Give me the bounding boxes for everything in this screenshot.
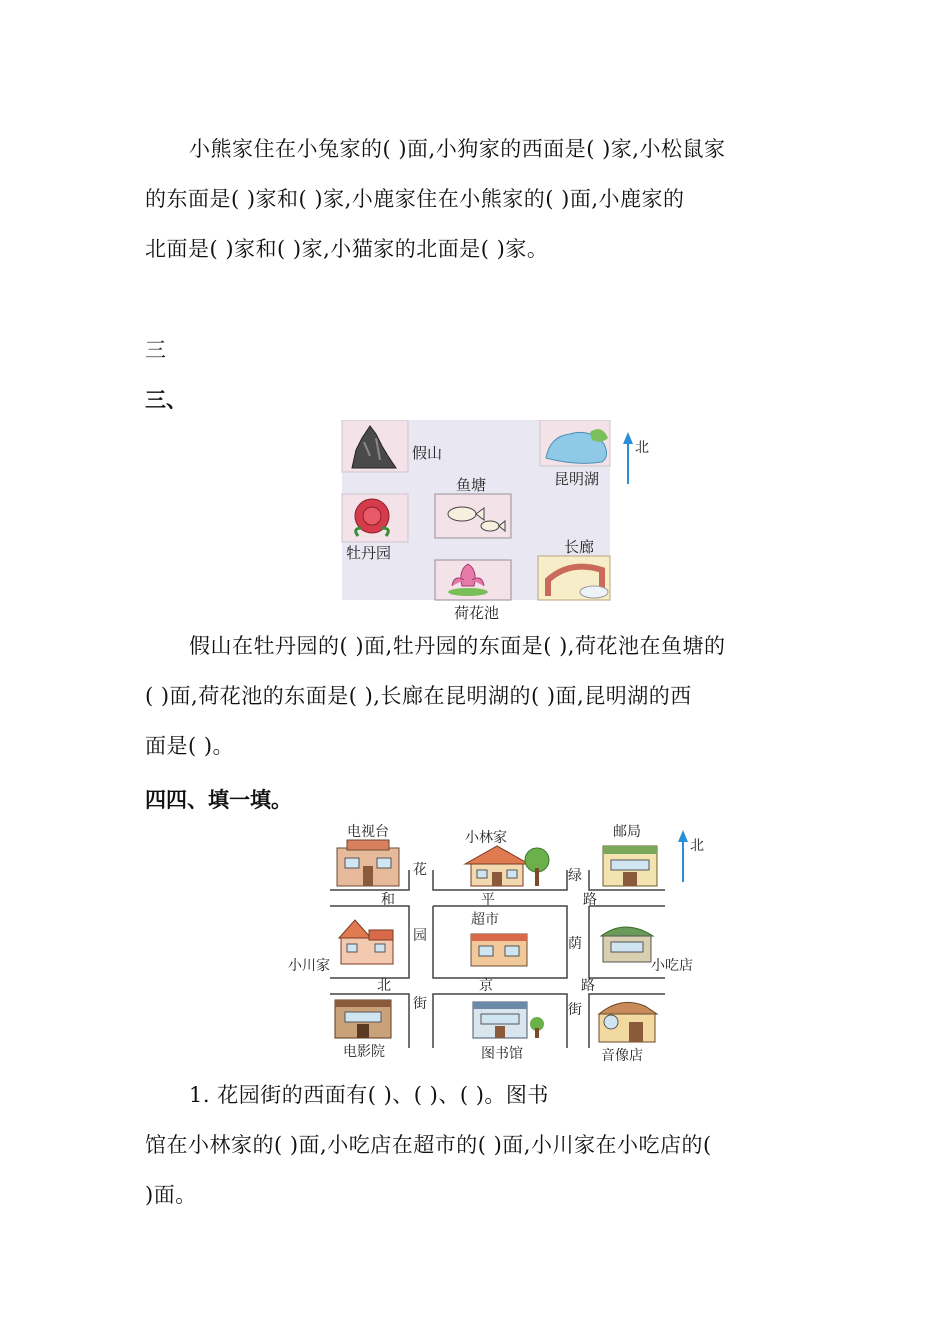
rockery-label: 假山 — [412, 444, 443, 462]
street-char-jing: 京 — [479, 978, 493, 994]
section4-line-2: 馆在小林家的( )面,小吃店在超市的( )面,小川家在小吃店的( — [145, 1133, 712, 1157]
lotus-pond-label: 荷花池 — [454, 604, 500, 622]
street-char-jie: 街 — [413, 996, 427, 1012]
north-label: 北 — [635, 440, 649, 456]
town-map — [285, 818, 715, 1068]
section4-line-1: 1. 花园街的西面有( )、( )、( )。图书 — [189, 1083, 549, 1107]
tv-station-label: 电视台 — [347, 824, 389, 840]
street-char-lu-top: 路 — [583, 892, 597, 908]
long-corridor-label: 长廊 — [564, 538, 595, 556]
north-arrow-icon — [678, 830, 688, 842]
street-char-hua: 花 — [413, 862, 427, 878]
section3-line-2: ( )面,荷花池的东面是( ),长廊在昆明湖的( )面,昆明湖的西 — [145, 684, 692, 708]
music-store-label: 音像店 — [601, 1048, 643, 1064]
section3-line-1: 假山在牡丹园的( )面,牡丹园的东面是( ),荷花池在鱼塘的 — [189, 634, 726, 658]
section2-line-3: 北面是( )家和( )家,小猫家的北面是( )家。 — [145, 237, 549, 261]
supermarket-icon — [471, 934, 527, 966]
supermarket-label: 超市 — [471, 912, 499, 928]
music-store-icon — [599, 1002, 657, 1042]
street-char-he: 和 — [381, 892, 395, 908]
section3-paragraph — [145, 621, 805, 771]
cinema-icon — [335, 1000, 391, 1038]
section2-line-1: 小熊家住在小兔家的( )面,小狗家的西面是( )家,小松鼠家 — [189, 137, 726, 161]
post-office-icon — [603, 846, 657, 886]
xiaolin-home-label: 小林家 — [465, 830, 507, 846]
xiaochuan-home-icon — [339, 920, 393, 964]
fishpond-label: 鱼塘 — [456, 476, 487, 494]
street-char-yuan: 园 — [413, 928, 427, 944]
section4-paragraph — [145, 1070, 805, 1220]
section2-line-2: 的东面是( )家和( )家,小鹿家住在小熊家的( )面,小鹿家的 — [145, 187, 685, 211]
street-char-yin: 荫 — [568, 936, 582, 952]
snack-shop-label: 小吃店 — [651, 958, 693, 974]
section4-line-3: )面。 — [145, 1183, 197, 1207]
xiaochuan-home-label: 小川家 — [288, 958, 330, 974]
street-char-lv: 绿 — [568, 868, 582, 884]
section3-line-3: 面是( )。 — [145, 734, 235, 758]
cinema-label: 电影院 — [343, 1044, 385, 1060]
library-icon — [473, 1002, 544, 1038]
street-char-ping: 平 — [481, 892, 495, 908]
stray-section-label: 三 — [145, 338, 166, 362]
street-char-bei: 北 — [377, 978, 391, 994]
street-char-lu-bottom: 路 — [581, 978, 595, 994]
post-office-label: 邮局 — [613, 824, 641, 840]
park-map — [340, 420, 660, 625]
peony-garden-label: 牡丹园 — [346, 544, 392, 562]
tv-station-icon — [337, 840, 399, 886]
xiaolin-home-icon — [465, 846, 549, 886]
section3-heading: 三、 — [145, 387, 187, 412]
north-arrow-icon — [623, 432, 633, 444]
snack-shop-icon — [601, 927, 653, 962]
library-label: 图书馆 — [481, 1046, 523, 1062]
town-north-label: 北 — [690, 838, 704, 854]
section4-heading: 四四、填一填。 — [145, 787, 292, 812]
street-char-jie-right: 街 — [568, 1002, 582, 1018]
kunming-lake-label: 昆明湖 — [554, 470, 600, 488]
fish-icon — [448, 507, 476, 521]
section2-paragraph — [145, 124, 805, 274]
